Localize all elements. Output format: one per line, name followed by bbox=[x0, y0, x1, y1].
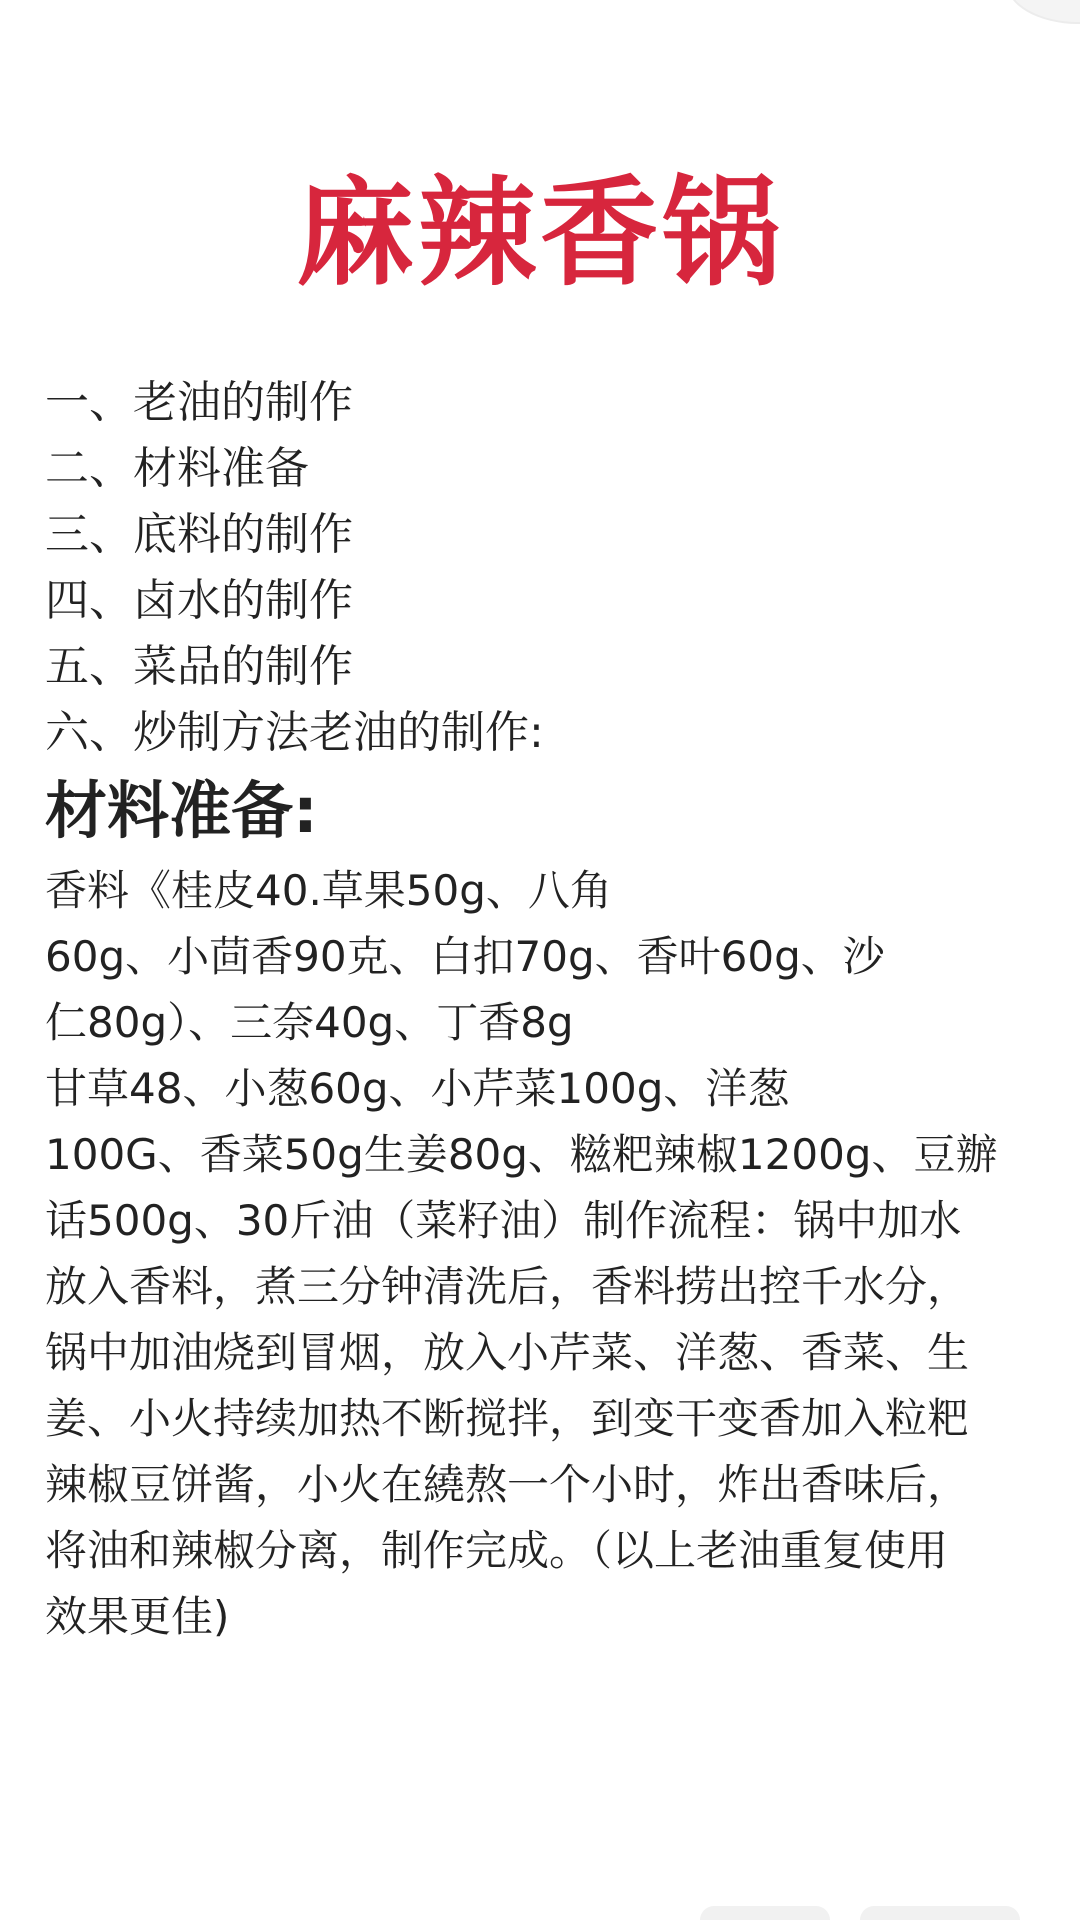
body-line: 甘草48、小葱60g、小芹菜100g、洋葱 bbox=[45, 1064, 790, 1113]
body-line: 100G、香菜50g生姜80g、糍粑辣椒1200g、豆辦 bbox=[45, 1130, 998, 1179]
body-line: 香料《桂皮40.草果50g、八角 bbox=[45, 866, 612, 915]
table-of-contents bbox=[45, 370, 544, 766]
toc-item: 二、材料准备 bbox=[45, 443, 309, 494]
body-line: 仁80g）、三奈40g、丁香8g bbox=[45, 998, 574, 1047]
corner-decoration bbox=[1006, 0, 1080, 24]
toc-item: 三、底料的制作 bbox=[45, 509, 353, 560]
body-line: 辣椒豆饼酱，小火在繞熬一个小时，炸出香味后， bbox=[45, 1460, 970, 1509]
recipe-body bbox=[45, 858, 1045, 1650]
body-line: 放入香料，煮三分钟清洗后，香料捞出控千水分， bbox=[45, 1262, 970, 1311]
toc-item: 六、炒制方法老油的制作: bbox=[45, 707, 544, 758]
body-line: 姜、小火持续加热不断搅拌，到变干变香加入粒粑 bbox=[45, 1394, 970, 1443]
body-line: 将油和辣椒分离，制作完成。（以上老油重复使用 bbox=[45, 1526, 949, 1575]
toc-item: 四、卤水的制作 bbox=[45, 575, 353, 626]
body-line: 锅中加油烧到冒烟，放入小芹菜、洋葱、香菜、生 bbox=[45, 1328, 970, 1377]
body-line: 效果更佳) bbox=[45, 1592, 230, 1641]
bottom-decoration bbox=[860, 1906, 1020, 1920]
page-title: 麻辣香锅 bbox=[295, 164, 784, 303]
body-line: 话500g、30斤油（菜籽油）制作流程：锅中加水 bbox=[45, 1196, 962, 1245]
section-heading: 材料准备: bbox=[45, 774, 318, 847]
bottom-decoration bbox=[700, 1906, 830, 1920]
body-line: 60g、小茴香90克、白扣70g、香叶60g、沙 bbox=[45, 932, 885, 981]
toc-item: 一、老油的制作 bbox=[45, 377, 353, 428]
toc-item: 五、菜品的制作 bbox=[45, 641, 353, 692]
